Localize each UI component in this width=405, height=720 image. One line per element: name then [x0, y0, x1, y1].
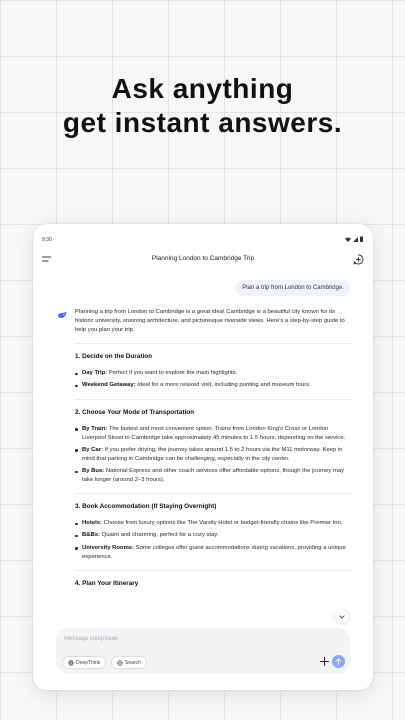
section-divider — [75, 493, 353, 494]
tablet-frame — [33, 224, 373, 690]
list-item: By Car: If you prefer driving, the journey takes around 1.5 to 2 hours via the M11 motorway. Keep in mind that parking in Cambridge can be challenging, especially in the city center. — [75, 446, 353, 464]
list-item: By Train: The fastest and most convenient option. Trains from London King's Cross or London Liverpool Street to Cambridge take approximately 45 minutes to 1.5 hours, depending on the service. — [75, 425, 353, 443]
section-heading: 1. Decide on the Duration — [75, 353, 153, 361]
headline-line-2: get instant answers. — [62, 107, 343, 138]
wifi-icon — [345, 237, 351, 242]
list-item: University Rooms: Some colleges offer guest accommodations during vacations, providing a unique experience. — [75, 544, 353, 562]
chat-header — [33, 252, 373, 268]
list-item: B&Bs: Quaint and charming, perfect for a cozy stay. — [75, 531, 353, 540]
chat-title: Planning London to Cambridge Trip — [151, 255, 255, 262]
status-time: 9:30 — [42, 237, 52, 243]
user-message-bubble: Plan a trip from London to Cambridge. — [235, 280, 351, 296]
section-heading: 3. Book Accommodation (If Staying Overnight) — [75, 503, 217, 511]
list-item: Hotels: Choose from luxury options like The Varsity Hotel or budget-friendly chains like Premier Inn. — [75, 519, 353, 528]
globe-icon — [117, 660, 123, 666]
battery-icon — [360, 236, 363, 242]
section-heading: 2. Choose Your Mode of Transportation — [75, 408, 195, 416]
answer-intro: Planning a trip from London to Cambridge is a great idea! Cambridge is a beautiful city known for its historic university, stunning architecture, and picturesque riverside views. Here's a step-by-step guide to help you plan your trip. — [75, 309, 345, 334]
send-arrow-icon — [335, 658, 342, 665]
message-input[interactable] — [64, 636, 264, 642]
list-item: Day Trip: Perfect if you want to explore the main highlights. — [75, 369, 353, 378]
deepseek-logo-icon — [57, 310, 68, 321]
send-button[interactable] — [332, 655, 345, 668]
list-item: By Bus: National Express and other coach services offer affordable options, though the journey may take longer (around 2–3 hours). — [75, 467, 353, 485]
search-label: Search — [125, 659, 141, 666]
section-divider — [75, 343, 353, 344]
atom-icon — [68, 660, 74, 666]
new-chat-icon[interactable] — [353, 254, 364, 265]
headline-line-1: Ask anything — [111, 73, 294, 104]
plus-icon[interactable] — [319, 656, 330, 667]
section-heading: 4. Plan Your Itinerary — [75, 579, 139, 587]
promo-headline — [0, 72, 405, 140]
deepthink-toggle[interactable] — [62, 656, 106, 669]
section-list — [75, 519, 353, 562]
section-list — [75, 369, 353, 390]
status-bar — [42, 236, 363, 244]
message-composer — [56, 628, 350, 674]
deepthink-label: DeepThink — [76, 659, 101, 666]
assistant-answer — [75, 308, 353, 596]
section-divider — [75, 570, 353, 571]
section-divider — [75, 399, 353, 400]
signal-icon — [353, 237, 358, 242]
search-toggle[interactable] — [111, 656, 147, 669]
chevron-down-icon — [339, 615, 345, 619]
list-item: Weekend Getaway: Ideal for a more relaxed visit, including punting and museum tours. — [75, 381, 353, 390]
scroll-down-button[interactable] — [335, 610, 348, 623]
section-list — [75, 425, 353, 486]
status-icons — [345, 236, 363, 242]
